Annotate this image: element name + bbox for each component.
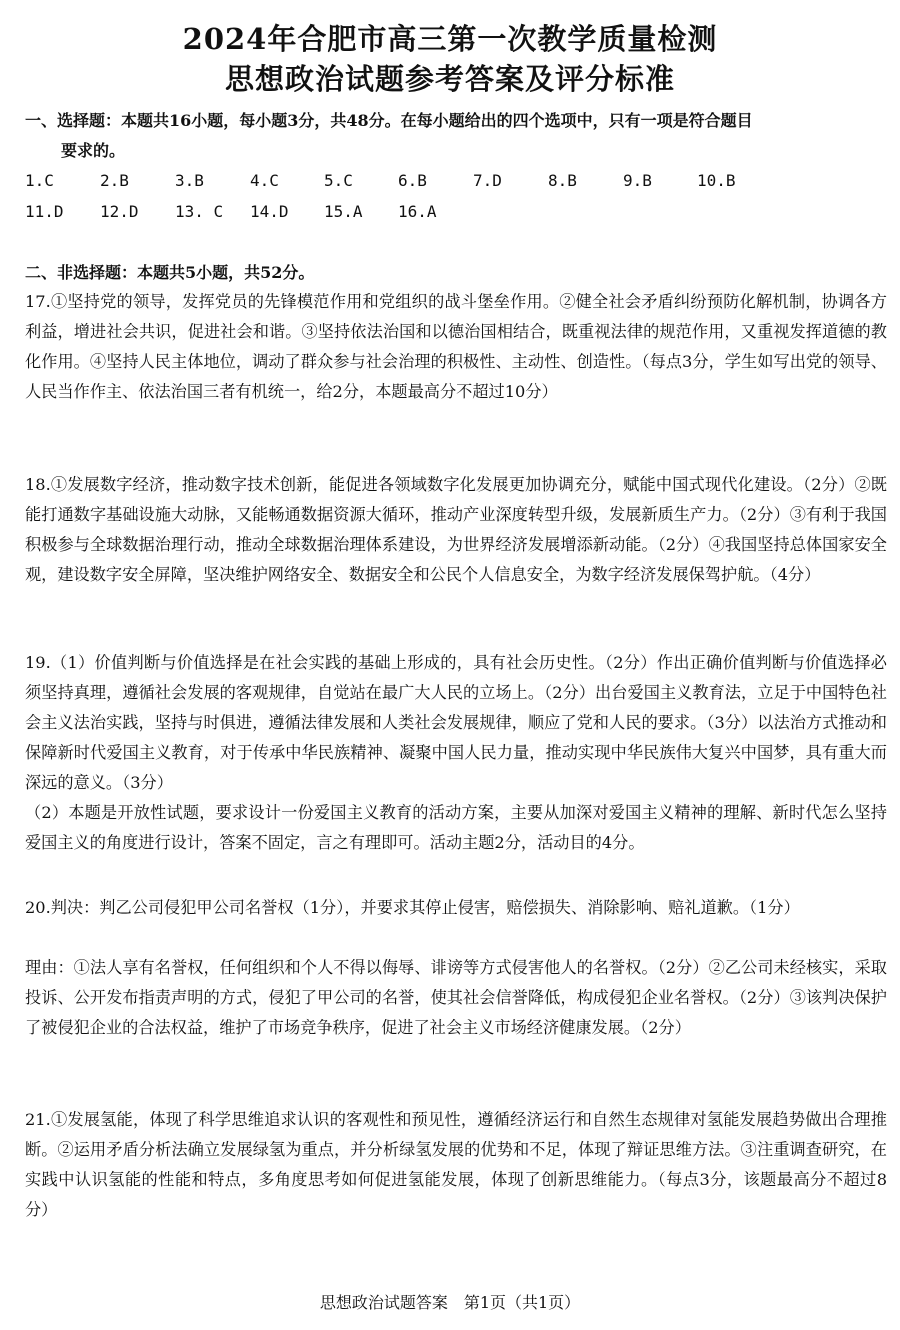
answer-q18: 18.①发展数字经济，推动数字技术创新，能促进各领域数字化发展更加协调充分，赋能中国式现代化建设。（2分）②既能打通数字基础设施大动脉，又能畅通数据资源大循环，推动产业深度转型升级，发展新质生产力。（2分）③有利于我国积极参与全球数据治理行动，推动全球数据治理体系建设，为世界经济发展增添新动能。（2分）④我国坚持总体国家安全观，建设数字安全屏障，坚决维护网络安全、数据安全和公民个人信息安全，为数字经济发展保驾护航。（4分）	[25, 475, 887, 584]
answer-key-subtitle: 思想政治试题参考答案及评分标准	[224, 62, 675, 96]
answer-item: 11.D	[25, 202, 64, 221]
answer-q19-part2: （2）本题是开放性试题，要求设计一份爱国主义教育的活动方案，主要从加深对爱国主义精神的理解、新时代怎么坚持爱国主义的角度进行设计，答案不固定，言之有理即可。活动主题2分，活动目的4分。	[25, 803, 887, 852]
section1-heading-line1: 一、选择题：本题共16小题，每小题3分，共48分。在每小题给出的四个选项中，只有一项是符合题目	[25, 111, 753, 130]
answer-item: 1.C	[25, 171, 54, 190]
answer-q20-verdict: 20.判决：判乙公司侵犯甲公司名誉权（1分），并要求其停止侵害，赔偿损失、消除影响、赔礼道歉。（1分）	[25, 898, 800, 917]
exam-title: 2024年合肥市高三第一次教学质量检测	[182, 22, 718, 56]
answer-item: 10.B	[697, 171, 736, 190]
answer-item: 6.B	[398, 171, 427, 190]
answer-q21: 21.①发展氢能，体现了科学思维追求认识的客观性和预见性，遵循经济运行和自然生态规律对氢能发展趋势做出合理推断。②运用矛盾分析法确立发展绿氢为重点，并分析绿氢发展的优势和不足，体现了辩证思维方法。③注重调查研究，在实践中认识氢能的性能和特点，多角度思考如何促进氢能发展，体现了创新思维能力。（每点3分，该题最高分不超过8分）	[25, 1110, 887, 1219]
answer-q19-part1: 19.（1）价值判断与价值选择是在社会实践的基础上形成的，具有社会历史性。（2分）作出正确价值判断与价值选择必须坚持真理，遵循社会发展的客观规律，自觉站在最广大人民的立场上。（2分）出台爱国主义教育法，立足于中国特色社会主义法治实践，坚持与时俱进，遵循法律发展和人类社会发展规律，顺应了党和人民的要求。（3分）以法治方式推动和保障新时代爱国主义教育，对于传承中华民族精神、凝聚中国人民力量，推动实现中华民族伟大复兴中国梦，具有重大而深远的意义。（3分）	[25, 653, 887, 792]
answer-item: 3.B	[175, 171, 204, 190]
answer-item: 13. C	[175, 202, 224, 221]
answer-item: 12.D	[100, 202, 139, 221]
answer-item: 15.A	[324, 202, 363, 221]
answer-item: 14.D	[250, 202, 289, 221]
section1-heading-line2: 要求的。	[61, 141, 126, 160]
answer-item: 16.A	[398, 202, 437, 221]
answer-item: 2.B	[100, 171, 129, 190]
answer-item: 9.B	[623, 171, 652, 190]
answer-q20-reason: 理由：①法人享有名誉权，任何组织和个人不得以侮辱、诽谤等方式侵害他人的名誉权。（2分）②乙公司未经核实，采取投诉、公开发布指责声明的方式，侵犯了甲公司的名誉，使其社会信誉降低，构成侵犯企业名誉权。（2分）③该判决保护了被侵犯企业的合法权益，维护了市场竞争秩序，促进了社会主义市场经济健康发展。（2分）	[25, 958, 887, 1037]
answer-q17: 17.①坚持党的领导，发挥党员的先锋模范作用和党组织的战斗堡垒作用。②健全社会矛盾纠纷预防化解机制，协调各方利益，增进社会共识，促进社会和谐。③坚持依法治国和以德治国相结合，既重视法律的规范作用，又重视发挥道德的教化作用。④坚持人民主体地位，调动了群众参与社会治理的积极性、主动性、创造性。（每点3分，学生如写出党的领导、人民当作作主、依法治国三者有机统一，给2分，本题最高分不超过10分）	[25, 292, 887, 401]
section1-heading	[25, 106, 885, 166]
answer-item: 5.C	[324, 171, 353, 190]
section2-heading: 二、非选择题：本题共5小题，共52分。	[25, 263, 315, 282]
answer-item: 8.B	[548, 171, 577, 190]
answer-item: 4.C	[250, 171, 279, 190]
page-footer: 思想政治试题答案 第1页（共1页）	[319, 1293, 581, 1312]
answer-item: 7.D	[473, 171, 502, 190]
